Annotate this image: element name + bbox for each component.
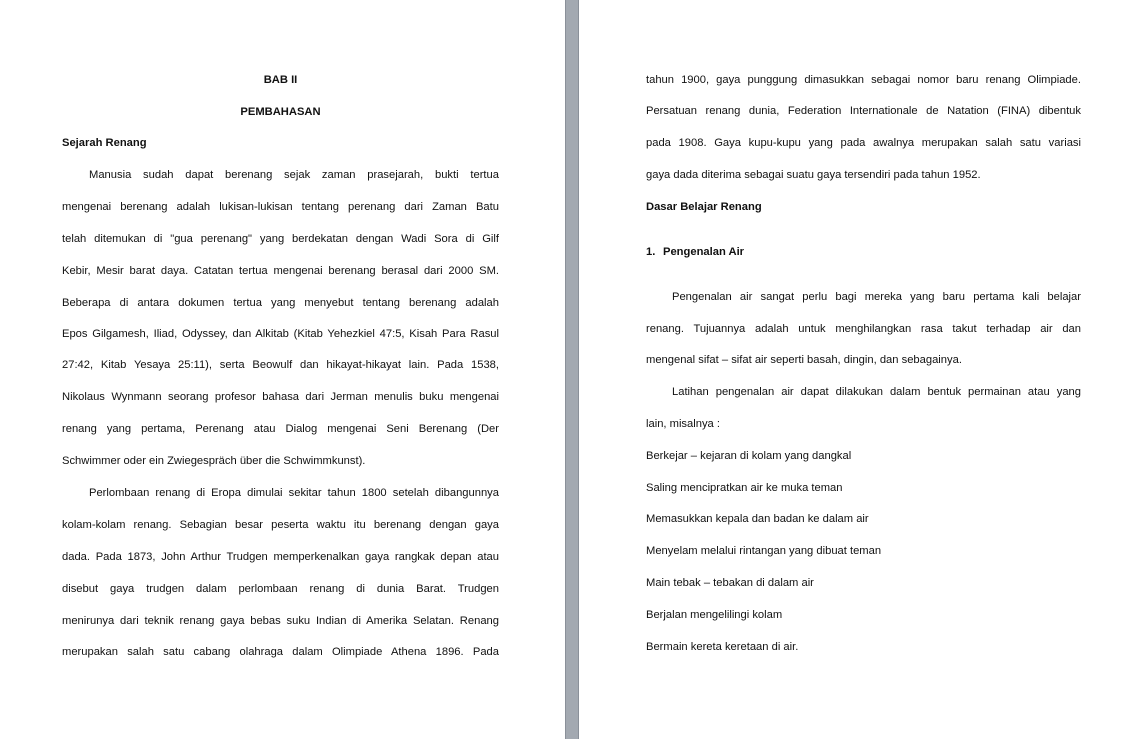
- paragraph-line: dada. Pada 1873, John Arthur Trudgen memperkenalkan gaya rangkak depan atau: [62, 551, 499, 563]
- paragraph-line: Pengenalan air sangat perlu bagi mereka yang baru pertama kali belajar: [672, 291, 1081, 303]
- paragraph-line: Beberapa di antara dokumen tertua yang menyebut tentang berenang adalah: [62, 297, 499, 309]
- paragraph-line: Perlombaan renang di Eropa dimulai sekitar tahun 1800 setelah dibangunnya: [89, 487, 499, 499]
- section-heading-dasar: Dasar Belajar Renang: [646, 201, 762, 213]
- paragraph-line: disebut gaya trudgen dalam perlombaan renang di dunia Barat. Trudgen: [62, 583, 499, 595]
- section-heading-sejarah: Sejarah Renang: [62, 137, 147, 149]
- paragraph-line: mengenai berenang adalah lukisan-lukisan tentang perenang dari Zaman Batu: [62, 201, 499, 213]
- paragraph-line: Persatuan renang dunia, Federation Internationale de Natation (FINA) dibentuk: [646, 105, 1081, 117]
- list-item: Menyelam melalui rintangan yang dibuat teman: [646, 545, 882, 557]
- paragraph-line: mengenal sifat – sifat air seperti basah, dingin, dan sebagainya.: [646, 354, 962, 366]
- paragraph-line: pada 1908. Gaya kupu-kupu yang pada awalnya merupakan salah satu variasi: [646, 137, 1081, 149]
- paragraph-line: menirunya dari teknik renang gaya bebas suku Indian di Amerika Selatan. Renang: [62, 615, 499, 627]
- numbered-heading: Pengenalan Air: [663, 246, 745, 258]
- list-item: Berkejar – kejaran di kolam yang dangkal: [646, 450, 852, 462]
- document-page-left[interactable]: [0, 0, 566, 739]
- list-item: Berjalan mengelilingi kolam: [646, 609, 783, 621]
- list-item: Bermain kereta keretaan di air.: [646, 641, 799, 653]
- paragraph-line: renang. Tujuannya adalah untuk menghilangkan rasa takut terhadap air dan: [646, 323, 1081, 335]
- paragraph-line: lain, misalnya :: [646, 418, 720, 430]
- document-page-right[interactable]: [578, 0, 1146, 739]
- paragraph-line: kolam-kolam renang. Sebagian besar peserta waktu itu berenang dengan gaya: [62, 519, 499, 531]
- paragraph-line: 27:42, Kitab Yesaya 25:11), serta Beowulf dan hikayat-hikayat lain. Pada 1538,: [62, 359, 499, 371]
- chapter-title: PEMBAHASAN: [240, 106, 321, 118]
- list-item: Memasukkan kepala dan badan ke dalam air: [646, 513, 869, 525]
- paragraph-line: merupakan salah satu cabang olahraga dalam Olimpiade Athena 1896. Pada: [62, 646, 499, 658]
- paragraph-line: gaya dada diterima sebagai suatu gaya tersendiri pada tahun 1952.: [646, 169, 981, 181]
- paragraph-line: Kebir, Mesir barat daya. Catatan tertua mengenai berenang berasal dari 2000 SM.: [62, 265, 499, 277]
- chapter-label: BAB II: [263, 74, 298, 86]
- paragraph-line: renang yang pertama, Perenang atau Dialog mengenai Seni Berenang (Der: [62, 423, 499, 435]
- paragraph-line: Latihan pengenalan air dapat dilakukan dalam bentuk permainan atau yang: [672, 386, 1081, 398]
- paragraph-line: Epos Gilgamesh, Iliad, Odyssey, dan Alkitab (Kitab Yehezkiel 47:5, Kisah Para Rasul: [62, 328, 499, 340]
- paragraph-line: Schwimmer oder ein Zwiegespräch über die Schwimmkunst).: [62, 455, 366, 467]
- list-item: Main tebak – tebakan di dalam air: [646, 577, 814, 589]
- paragraph-line: telah ditemukan di "gua perenang" yang berdekatan dengan Wadi Sora di Gilf: [62, 233, 499, 245]
- paragraph-line: tahun 1900, gaya punggung dimasukkan sebagai nomor baru renang Olimpiade.: [646, 74, 1081, 86]
- list-item: Saling mencipratkan air ke muka teman: [646, 482, 843, 494]
- paragraph-line: Nikolaus Wynmann seorang profesor bahasa dari Jerman menulis buku mengenai: [62, 391, 499, 403]
- paragraph-line: Manusia sudah dapat berenang sejak zaman prasejarah, bukti tertua: [89, 169, 499, 181]
- list-number: 1.: [646, 246, 656, 258]
